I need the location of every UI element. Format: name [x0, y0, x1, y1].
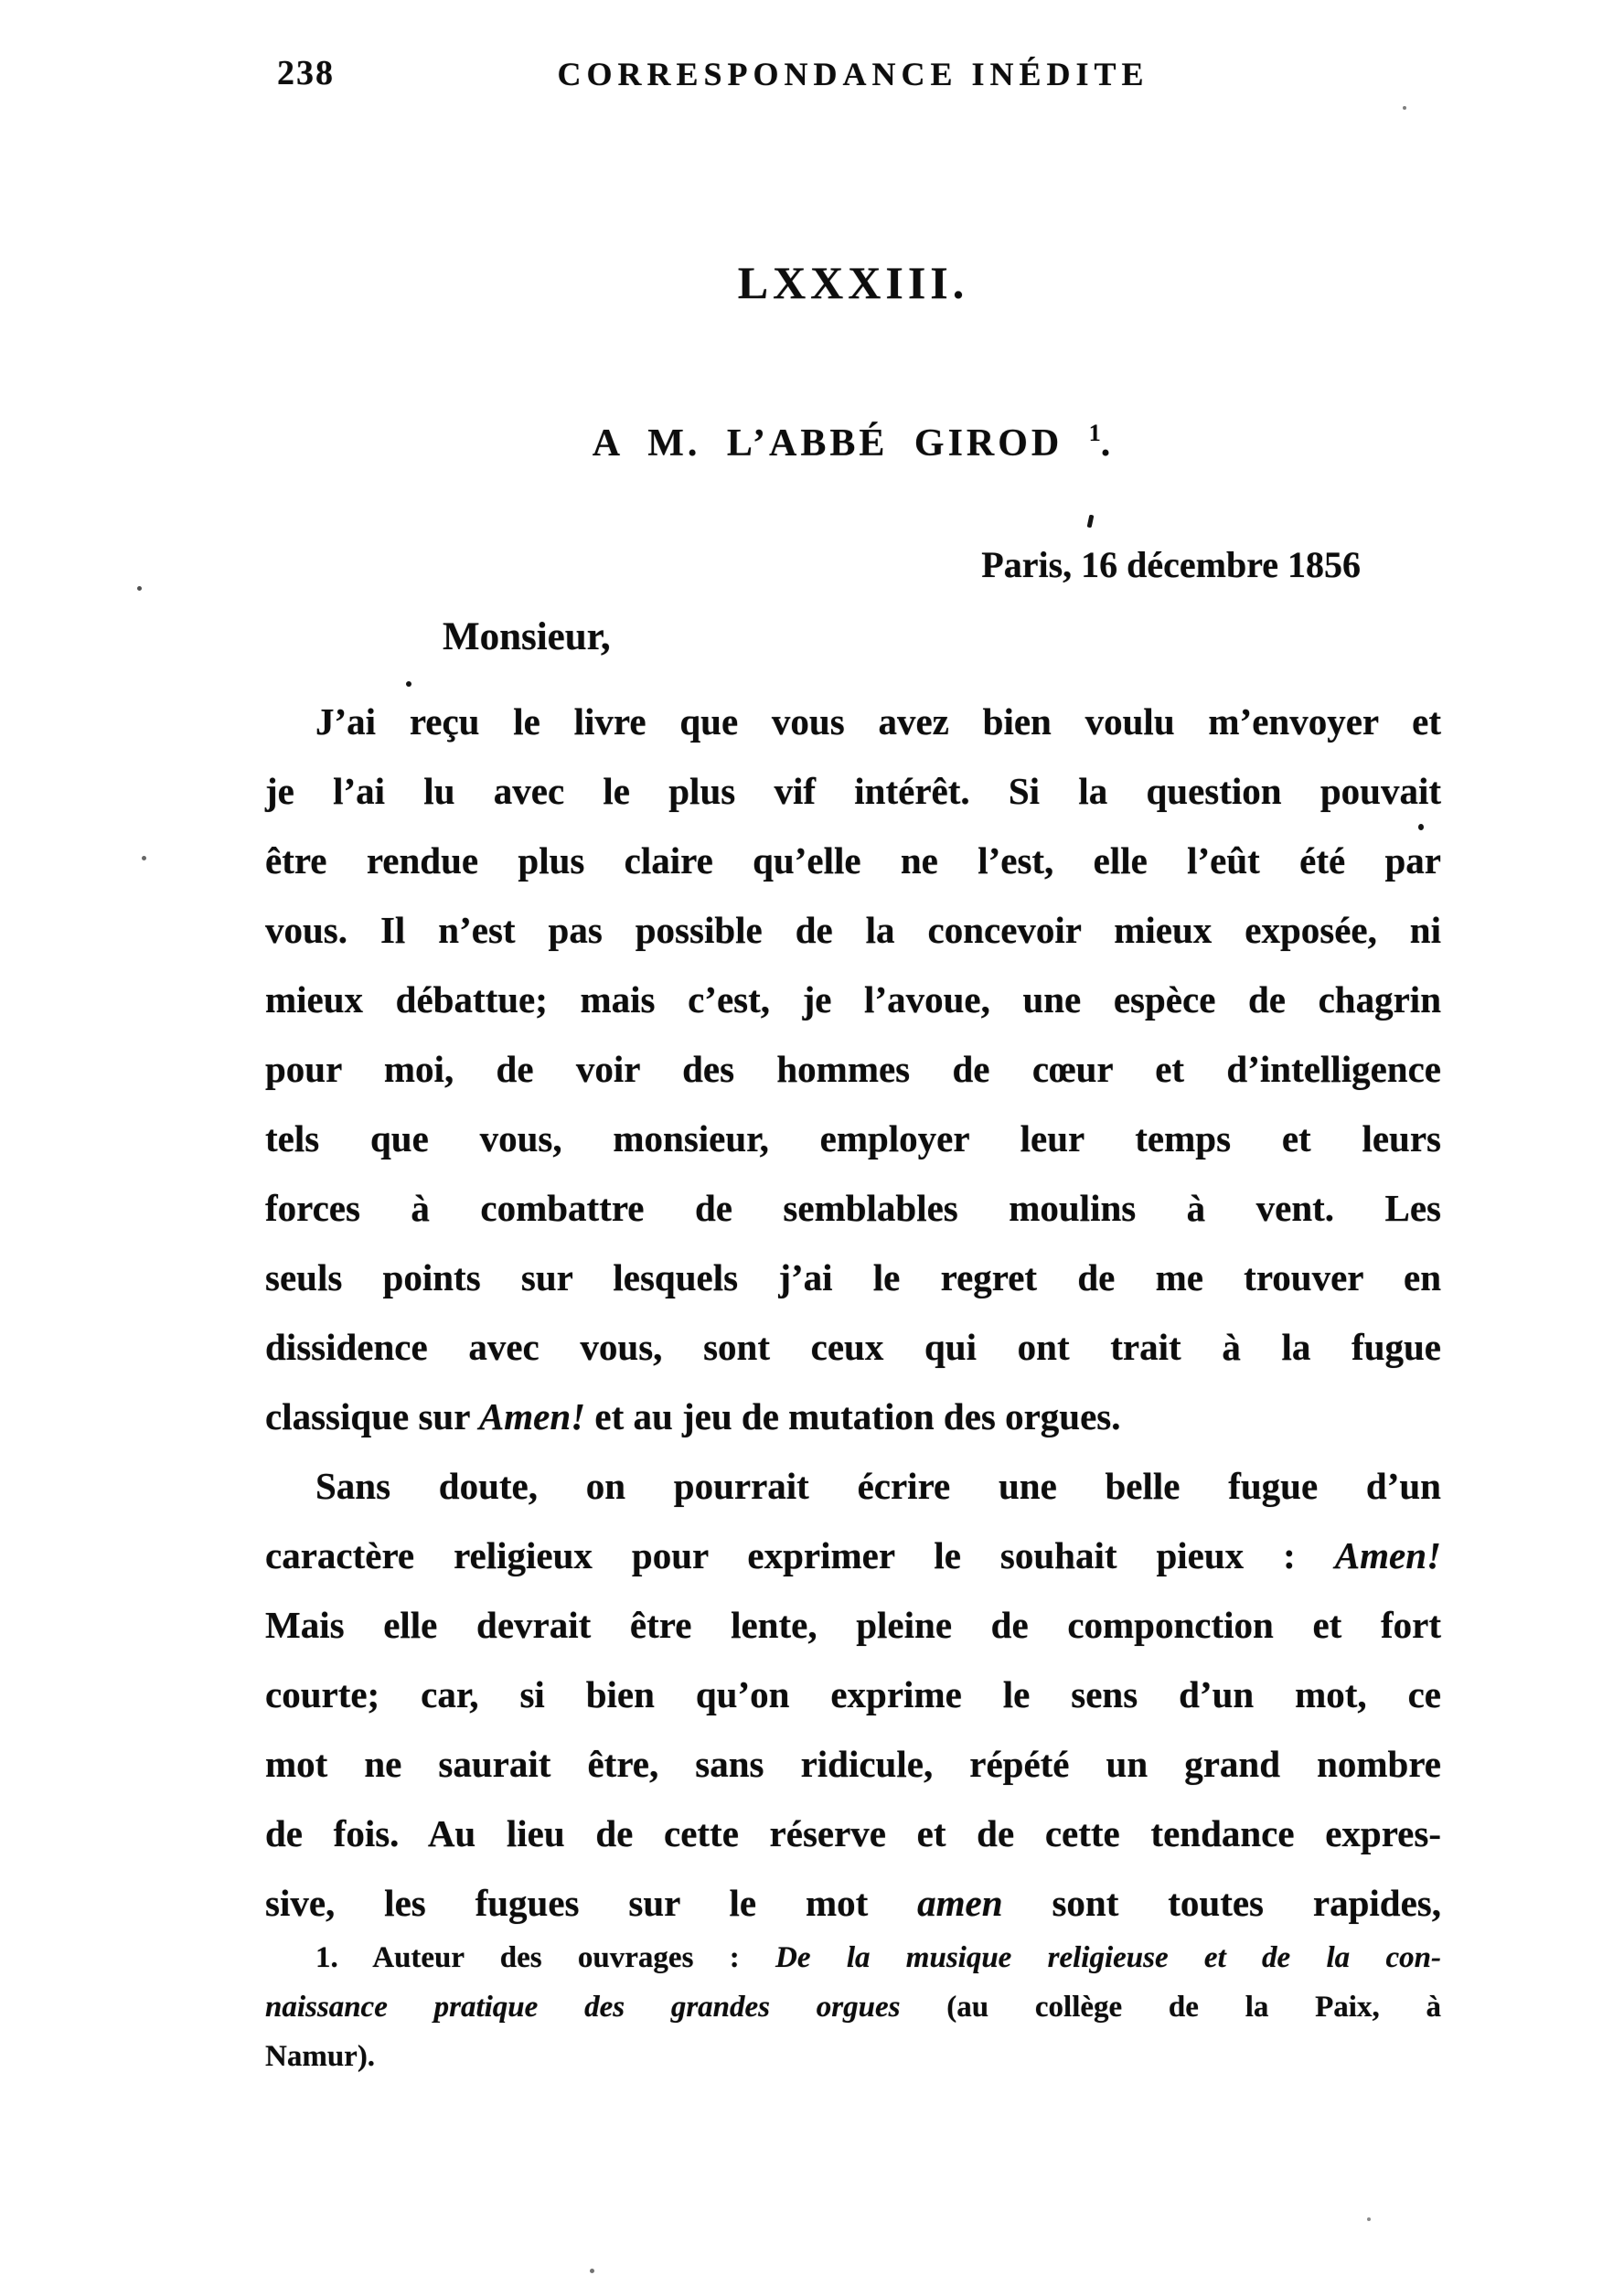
scan-speck — [590, 2269, 594, 2273]
text-segment: et au jeu de mutation des orgues. — [585, 1395, 1121, 1437]
text-line — [265, 1982, 1441, 2032]
text-segment: de fois. Au lieu de cette réserve et de cette tendance expres- — [265, 1812, 1441, 1854]
text-segment: je l’ai lu avec le plus vif intérêt. Si la question pouvait — [265, 770, 1441, 812]
text-line — [265, 1451, 1441, 1521]
text-segment: sive, les fugues sur le mot — [265, 1882, 918, 1924]
italic-text: amen — [917, 1882, 1003, 1924]
text-segment: forces à combattre de semblables moulins à vent. Les — [265, 1187, 1441, 1229]
text-segment: Mais elle devrait être lente, pleine de componction et fort — [265, 1604, 1441, 1646]
text-line — [265, 1104, 1441, 1173]
running-header: CORRESPONDANCE INÉDITE — [557, 56, 1149, 92]
text-segment: (au collège de la Paix, à — [900, 1991, 1441, 2024]
scan-speck — [137, 586, 142, 591]
letter-addressee-heading — [265, 421, 1441, 466]
text-segment: classique sur — [265, 1395, 479, 1437]
addressee-text: A M. L’ABBÉ GIROD — [592, 422, 1089, 465]
footnote — [265, 1933, 1441, 2081]
text-segment: J’ai reçu le livre que vous avez bien voulu m’envoyer et — [315, 700, 1441, 742]
text-line — [265, 1243, 1441, 1312]
text-line — [265, 965, 1441, 1034]
text-line — [265, 1034, 1441, 1104]
text-line — [265, 1660, 1441, 1729]
text-segment: caractère religieux pour exprimer le souhait pieux : — [265, 1534, 1335, 1576]
greeting: Monsieur, — [443, 615, 611, 658]
text-segment: courte; car, si bien qu’on exprime le sens d’un mot, ce — [265, 1673, 1441, 1715]
text-segment: mieux débattue; mais c’est, je l’avoue, une espèce de chagrin — [265, 978, 1441, 1020]
addressee-period: . — [1100, 422, 1115, 465]
text-segment: Sans doute, on pourrait écrire une belle fugue d’un — [315, 1465, 1441, 1507]
text-segment: dissidence avec vous, sont ceux qui ont trait à la fugue — [265, 1326, 1441, 1368]
letter-body — [265, 687, 1441, 1938]
text-line — [265, 1312, 1441, 1382]
text-segment: seuls points sur lesquels j’ai le regret de me trouver en — [265, 1256, 1441, 1298]
text-line — [265, 756, 1441, 826]
italic-text: Amen! — [1334, 1534, 1441, 1576]
text-line — [265, 1868, 1441, 1938]
scan-speck — [1087, 515, 1095, 529]
letter-number-heading: LXXXIII. — [737, 257, 969, 308]
text-segment: pour moi, de voir des hommes de cœur et d’intelligence — [265, 1048, 1441, 1090]
italic-text: De la musique religieuse et de la con- — [775, 1941, 1441, 1974]
dateline: Paris, 16 décembre 1856 — [981, 544, 1361, 585]
scan-speck — [406, 681, 411, 687]
scan-speck — [142, 856, 146, 860]
text-line — [265, 826, 1441, 895]
text-segment: 1. Auteur des ouvrages : — [315, 1941, 776, 1974]
scan-speck — [1367, 2217, 1371, 2221]
text-line — [265, 1173, 1441, 1243]
text-line — [265, 1590, 1441, 1660]
italic-text: naissance pratique des grandes orgues — [265, 1991, 901, 2024]
scan-speck — [1403, 106, 1406, 110]
text-line — [265, 687, 1441, 756]
text-line — [265, 2032, 1441, 2081]
text-line — [265, 1799, 1441, 1868]
text-line — [265, 1521, 1441, 1590]
text-segment: mot ne saurait être, sans ridicule, répété un grand nombre — [265, 1743, 1441, 1785]
text-segment: tels que vous, monsieur, employer leur temps et leurs — [265, 1117, 1441, 1159]
text-segment: Namur). — [265, 2040, 376, 2073]
italic-text: Amen! — [478, 1395, 586, 1437]
text-segment: sont toutes rapides, — [1002, 1882, 1441, 1924]
text-line — [265, 1729, 1441, 1799]
text-segment: vous. Il n’est pas possible de la concevoir mieux exposée, ni — [265, 909, 1441, 951]
page-number: 238 — [277, 54, 335, 92]
scan-speck — [1418, 824, 1424, 830]
text-line — [265, 1382, 1441, 1451]
footnote-reference: 1 — [1088, 420, 1101, 446]
text-segment: être rendue plus claire qu’elle ne l’est, elle l’eût été par — [265, 839, 1441, 881]
text-line — [265, 1933, 1441, 1982]
text-line — [265, 895, 1441, 965]
